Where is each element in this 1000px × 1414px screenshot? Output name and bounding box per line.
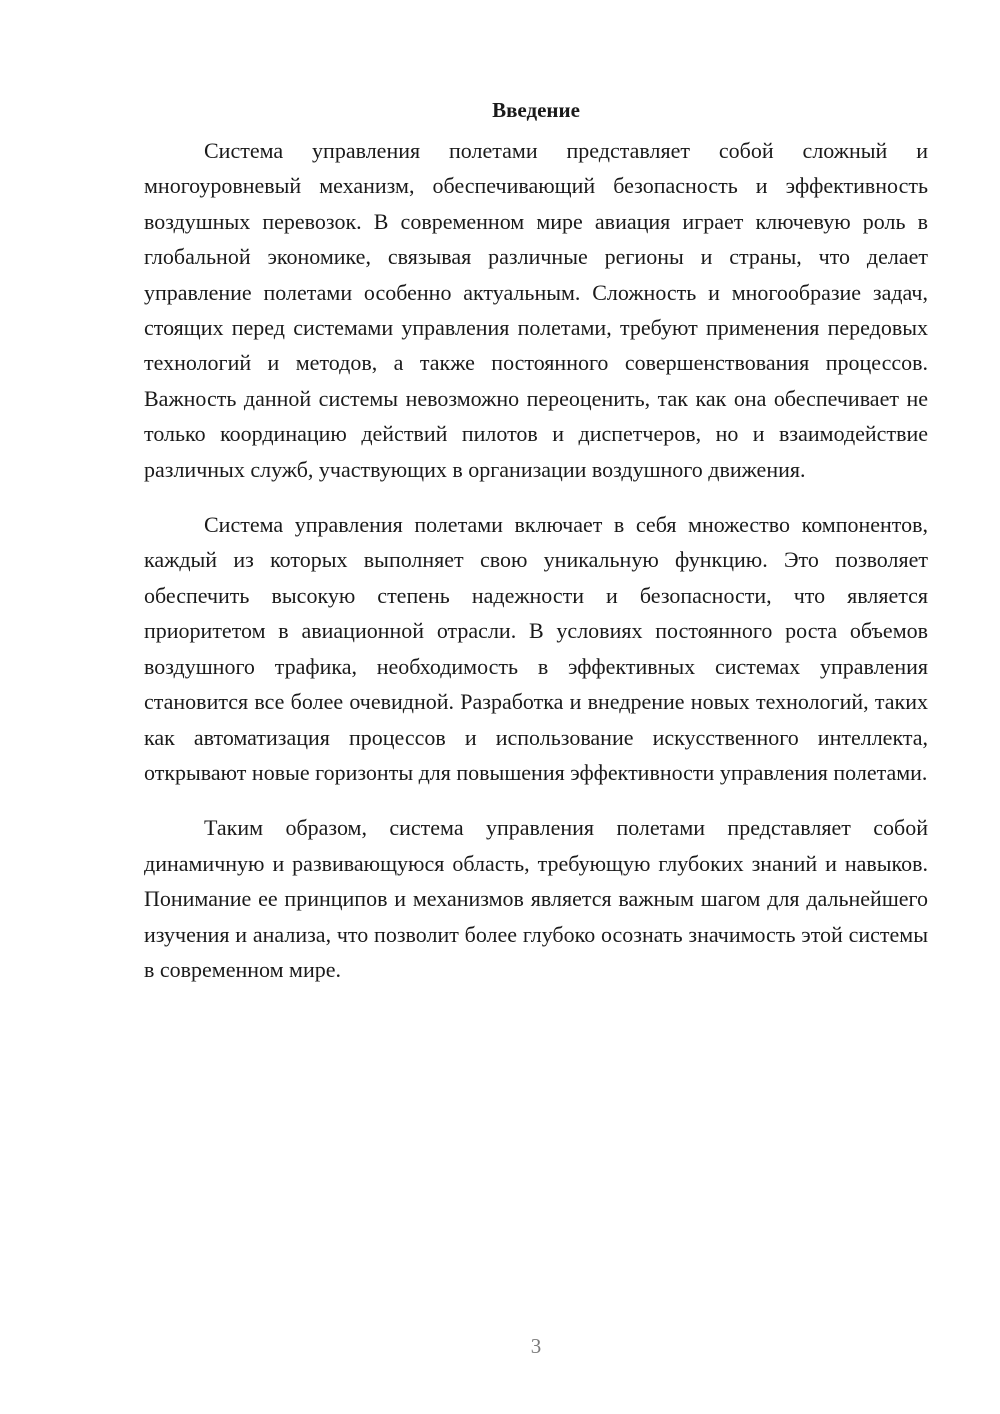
section-title: Введение <box>492 98 580 122</box>
paragraph-1: Система управления полетами представляет собой сложный и многоуровневый механизм, обеспечивающий безопасность и эффективность воздушных перевозок. В современном мире авиация играет ключевую роль в глобальной экономике, связывая различные регионы и страны, что делает управление полетами особенно актуальным. Сложность и многообразие задач, стоящих перед системами управления полетами, требуют применения передовых технологий и методов, а также постоянного совершенствования процессов. Важность данной системы невозможно переоценить, так как она обеспечивает не только координацию действий пилотов и диспетчеров, но и взаимодействие различных служб, участвующих в организации воздушного движения. <box>144 138 928 482</box>
paragraph-3: Таким образом, система управления полетами представляет собой динамичную и развивающуюся область, требующую глубоких знаний и навыков. Понимание ее принципов и механизмов является важным шагом для дальнейшего изучения и анализа, что позволит более глубоко осознать значимость этой системы в современном мире. <box>144 815 928 982</box>
page-content <box>144 92 928 987</box>
paragraph-2: Система управления полетами включает в себя множество компонентов, каждый из которых выполняет свою уникальную функцию. Это позволяет обеспечить высокую степень надежности и безопасности, что является приоритетом в авиационной отрасли. В условиях постоянного роста объемов воздушного трафика, необходимость в эффективных системах управления становится все более очевидной. Разработка и внедрение новых технологий, таких как автоматизация процессов и использование искусственного интеллекта, открывают новые горизонты для повышения эффективности управления полетами. <box>144 512 928 785</box>
page-number: 3 <box>530 1334 542 1358</box>
